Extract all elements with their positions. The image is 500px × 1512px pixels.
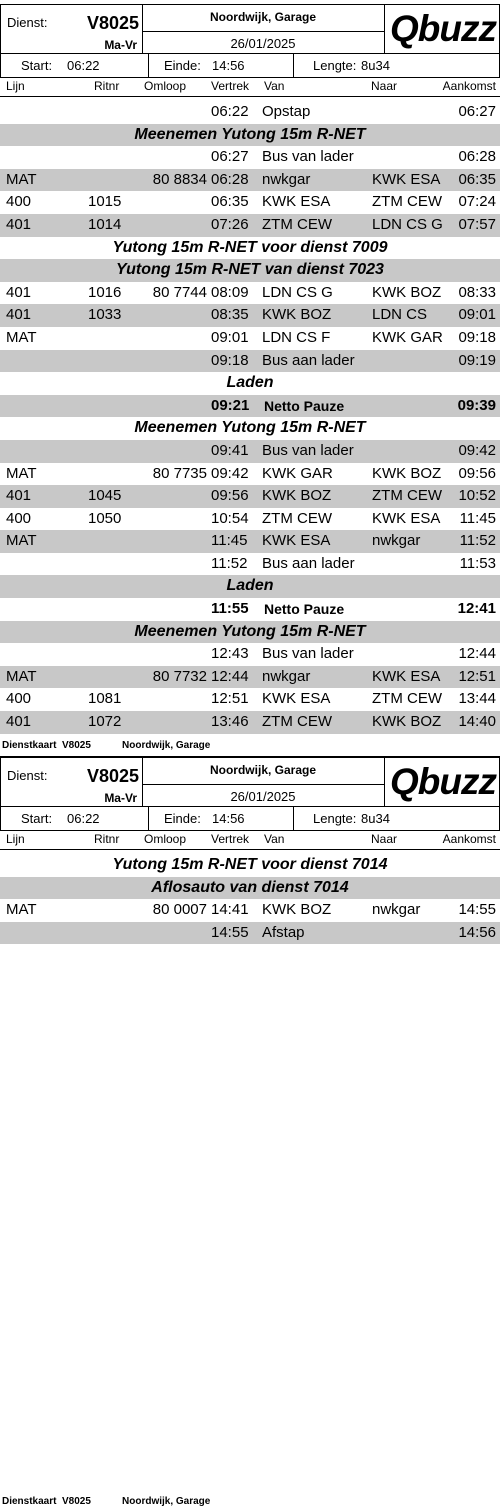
pause-end: 09:39 (457, 396, 496, 414)
section-title: Laden (0, 575, 500, 598)
cell-aankomst: 06:28 (458, 148, 496, 166)
cell-aankomst: 11:52 (459, 532, 496, 550)
cell-vertrek: 06:28 (211, 170, 249, 188)
pause-start: 11:55 (211, 600, 249, 618)
trip-row (0, 101, 500, 124)
section-title: Meenemen Yutong 15m R-NET (134, 419, 366, 437)
cell-vertrek: 12:43 (211, 645, 249, 663)
dienst-label: Dienst: (7, 768, 48, 783)
footer-code: V8025 (62, 1496, 91, 1507)
trip-row (0, 440, 500, 463)
cell-omloop: 80 0007 (152, 901, 207, 919)
cell-vertrek: 06:27 (211, 148, 249, 166)
cell-van: KWK ESA (262, 690, 331, 708)
cell-ritnr: 1072 (88, 713, 122, 731)
dienstkaart-page-2 (0, 756, 500, 944)
cell-vertrek: 09:42 (211, 464, 249, 482)
cell-omloop: 80 7744 (152, 283, 207, 301)
footer-code: V8025 (62, 740, 91, 751)
cell-vertrek: 10:54 (211, 509, 249, 527)
lengte-label: Lengte: (313, 58, 357, 73)
col-van: Van (264, 832, 285, 846)
cell-aankomst: 06:27 (458, 103, 496, 120)
cell-aankomst: 07:57 (458, 215, 496, 233)
cell-vertrek: 08:35 (211, 306, 249, 324)
cell-vertrek: 12:44 (211, 667, 249, 685)
col-van: Van (264, 79, 285, 93)
cell-naar: ZTM CEW (372, 193, 442, 211)
cell-aankomst: 09:56 (458, 464, 496, 482)
cell-van: Bus aan lader (262, 554, 355, 572)
trip-row (0, 688, 500, 711)
schedule-rows (0, 854, 500, 944)
trip-row (0, 899, 500, 922)
lengte-value: 8u34 (361, 58, 390, 73)
cell-van: nwkgar (262, 667, 311, 685)
col-naar: Naar (371, 79, 398, 93)
pause-row (0, 598, 500, 621)
schedule-rows (0, 101, 500, 734)
cell-van: KWK ESA (262, 193, 331, 211)
trip-row (0, 666, 500, 689)
pause-label: Netto Pauze (264, 397, 345, 414)
cell-naar: ZTM CEW (372, 690, 442, 708)
pause-end: 12:41 (457, 600, 496, 618)
dienst-code: V8025 (87, 13, 140, 33)
cell-naar: LDN CS (372, 306, 428, 324)
cell-aankomst: 09:18 (458, 328, 496, 346)
cell-lijn: 400 (6, 193, 32, 211)
cell-naar: KWK GAR (372, 328, 443, 346)
cell-naar: KWK ESA (372, 509, 441, 527)
cell-vertrek: 07:26 (211, 215, 249, 233)
location: Noordwijk, Garage (209, 10, 317, 24)
cell-naar: KWK BOZ (372, 464, 442, 482)
cell-aankomst: 09:01 (458, 306, 496, 324)
cell-ritnr: 1050 (88, 509, 122, 527)
start-label: Start: (21, 811, 53, 826)
cell-lijn: MAT (6, 667, 37, 685)
location: Noordwijk, Garage (209, 763, 317, 777)
cell-van: ZTM CEW (262, 215, 332, 233)
start-time: 06:22 (67, 58, 100, 73)
cell-omloop: 80 8834 (152, 170, 207, 188)
trip-row (0, 922, 500, 945)
col-lijn: Lijn (6, 79, 25, 93)
cell-lijn: 401 (6, 215, 32, 233)
cell-naar: KWK BOZ (372, 713, 442, 731)
cell-vertrek: 11:52 (211, 554, 248, 572)
days-label: Ma-Vr (104, 791, 137, 805)
cell-naar: nwkgar (372, 901, 421, 919)
cell-van: Bus van lader (262, 441, 354, 459)
cell-vertrek: 06:35 (211, 193, 249, 211)
col-aankomst: Aankomst (442, 79, 496, 93)
cell-aankomst: 08:33 (458, 283, 496, 301)
trip-row (0, 146, 500, 169)
cell-aankomst: 10:52 (458, 487, 496, 505)
cell-aankomst: 09:19 (458, 351, 496, 369)
trip-row (0, 508, 500, 531)
start-time: 06:22 (67, 811, 100, 826)
cell-aankomst: 12:51 (458, 667, 496, 685)
column-headers (0, 831, 500, 850)
einde-time: 14:56 (212, 811, 245, 826)
cell-van: Bus van lader (262, 645, 354, 663)
cell-lijn: MAT (6, 532, 37, 550)
trip-row (0, 553, 500, 576)
section-title: Aflosauto van dienst 7014 (0, 877, 500, 900)
column-headers (0, 78, 500, 97)
col-aankomst: Aankomst (442, 832, 496, 846)
trip-row (0, 643, 500, 666)
cell-omloop: 80 7732 (152, 667, 207, 685)
dienstkaart-page-1 (0, 4, 500, 734)
cell-van: ZTM CEW (262, 509, 332, 527)
trip-row (0, 711, 500, 734)
days-label: Ma-Vr (104, 38, 137, 52)
cell-van: nwkgar (262, 170, 311, 188)
cell-aankomst: 11:45 (459, 509, 496, 527)
trip-row (0, 485, 500, 508)
cell-van: KWK ESA (262, 532, 331, 550)
qbuzz-logo: Qbuzz (390, 761, 496, 802)
start-label: Start: (21, 58, 53, 73)
section-title: Meenemen Yutong 15m R-NET (0, 124, 500, 147)
section-title: Yutong 15m R-NET voor dienst 7014 (112, 856, 388, 873)
section-title: Yutong 15m R-NET voor dienst 7009 (112, 238, 388, 256)
cell-naar: KWK ESA (372, 170, 441, 188)
cell-naar: nwkgar (372, 532, 421, 550)
cell-vertrek: 14:41 (211, 901, 249, 919)
cell-omloop: 80 7735 (152, 464, 207, 482)
cell-lijn: 401 (6, 283, 32, 301)
einde-label: Einde: (164, 811, 201, 826)
einde-label: Einde: (164, 58, 201, 73)
cell-vertrek: 11:45 (211, 532, 248, 550)
cell-lijn: MAT (6, 170, 37, 188)
cell-van: LDN CS G (262, 283, 333, 301)
lengte-label: Lengte: (313, 811, 357, 826)
cell-lijn: MAT (6, 464, 37, 482)
cell-lijn: 400 (6, 509, 32, 527)
einde-time: 14:56 (212, 58, 245, 73)
trip-row (0, 214, 500, 237)
cell-aankomst: 14:55 (458, 901, 496, 919)
cell-lijn: 401 (6, 713, 32, 731)
dienst-code: V8025 (87, 766, 140, 786)
cell-aankomst: 12:44 (458, 645, 496, 663)
trip-row (0, 169, 500, 192)
cell-vertrek: 09:01 (211, 328, 249, 346)
cell-naar: LDN CS G (372, 215, 443, 233)
cell-ritnr: 1033 (88, 306, 122, 324)
cell-van: LDN CS F (262, 328, 331, 346)
section-title: Laden (226, 374, 274, 392)
cell-van: Bus aan lader (262, 351, 355, 369)
cell-vertrek: 08:09 (211, 283, 249, 301)
cell-ritnr: 1014 (88, 215, 122, 233)
cell-van: KWK GAR (262, 464, 333, 482)
pause-label: Netto Pauze (264, 601, 345, 618)
cell-van: Bus van lader (262, 148, 354, 166)
cell-naar: KWK ESA (372, 667, 441, 685)
col-ritnr: Ritnr (94, 832, 120, 846)
cell-aankomst: 13:44 (458, 690, 496, 708)
cell-lijn: MAT (6, 901, 37, 919)
col-naar: Naar (371, 832, 398, 846)
cell-aankomst: 11:53 (459, 554, 496, 572)
date: 26/01/2025 (230, 36, 296, 51)
footer-location: Noordwijk, Garage (122, 740, 211, 751)
cell-vertrek: 09:41 (211, 441, 249, 459)
section-title: Meenemen Yutong 15m R-NET (0, 621, 500, 644)
cell-vertrek: 13:46 (211, 713, 249, 731)
trip-row (0, 282, 500, 305)
trip-row (0, 350, 500, 373)
cell-aankomst: 09:42 (458, 441, 496, 459)
card-header (0, 757, 500, 831)
trip-row (0, 463, 500, 486)
qbuzz-logo: Qbuzz (390, 8, 496, 49)
section-title: Yutong 15m R-NET van dienst 7023 (0, 259, 500, 282)
cell-ritnr: 1016 (88, 283, 122, 301)
col-omloop: Omloop (144, 79, 187, 93)
cell-ritnr: 1081 (88, 690, 122, 708)
cell-vertrek: 12:51 (211, 690, 249, 708)
footer-label: Dienstkaart (2, 740, 57, 751)
trip-row (0, 327, 500, 350)
dienst-label: Dienst: (7, 15, 48, 30)
lengte-value: 8u34 (361, 811, 390, 826)
cell-naar: KWK BOZ (372, 283, 442, 301)
pause-row (0, 395, 500, 418)
cell-van: KWK BOZ (262, 487, 332, 505)
cell-van: KWK BOZ (262, 901, 332, 919)
cell-lijn: 401 (6, 306, 32, 324)
cell-vertrek: 09:18 (211, 351, 249, 369)
trip-row (0, 304, 500, 327)
col-vertrek: Vertrek (211, 79, 250, 93)
cell-lijn: MAT (6, 328, 37, 346)
cell-vertrek: 09:56 (211, 487, 249, 505)
footer-location: Noordwijk, Garage (122, 1496, 211, 1507)
cell-naar: ZTM CEW (372, 487, 442, 505)
cell-lijn: 400 (6, 690, 32, 708)
date: 26/01/2025 (230, 789, 296, 804)
cell-ritnr: 1045 (88, 487, 122, 505)
col-lijn: Lijn (6, 832, 25, 846)
cell-aankomst: 07:24 (458, 193, 496, 211)
cell-vertrek: 14:55 (211, 923, 249, 941)
footer-label: Dienstkaart (2, 1496, 57, 1507)
cell-aankomst: 14:40 (458, 713, 496, 731)
cell-van: KWK BOZ (262, 306, 332, 324)
col-ritnr: Ritnr (94, 79, 120, 93)
cell-ritnr: 1015 (88, 193, 122, 211)
pause-start: 09:21 (211, 396, 250, 414)
col-omloop: Omloop (144, 832, 187, 846)
trip-row (0, 530, 500, 553)
cell-aankomst: 14:56 (458, 923, 496, 941)
cell-vertrek: 06:22 (211, 103, 249, 120)
cell-lijn: 401 (6, 487, 32, 505)
cell-van: Opstap (262, 103, 311, 120)
card-header (0, 4, 500, 78)
col-vertrek: Vertrek (211, 832, 250, 846)
cell-aankomst: 06:35 (458, 170, 496, 188)
trip-row (0, 191, 500, 214)
cell-van: Afstap (262, 923, 305, 941)
cell-van: ZTM CEW (262, 713, 332, 731)
